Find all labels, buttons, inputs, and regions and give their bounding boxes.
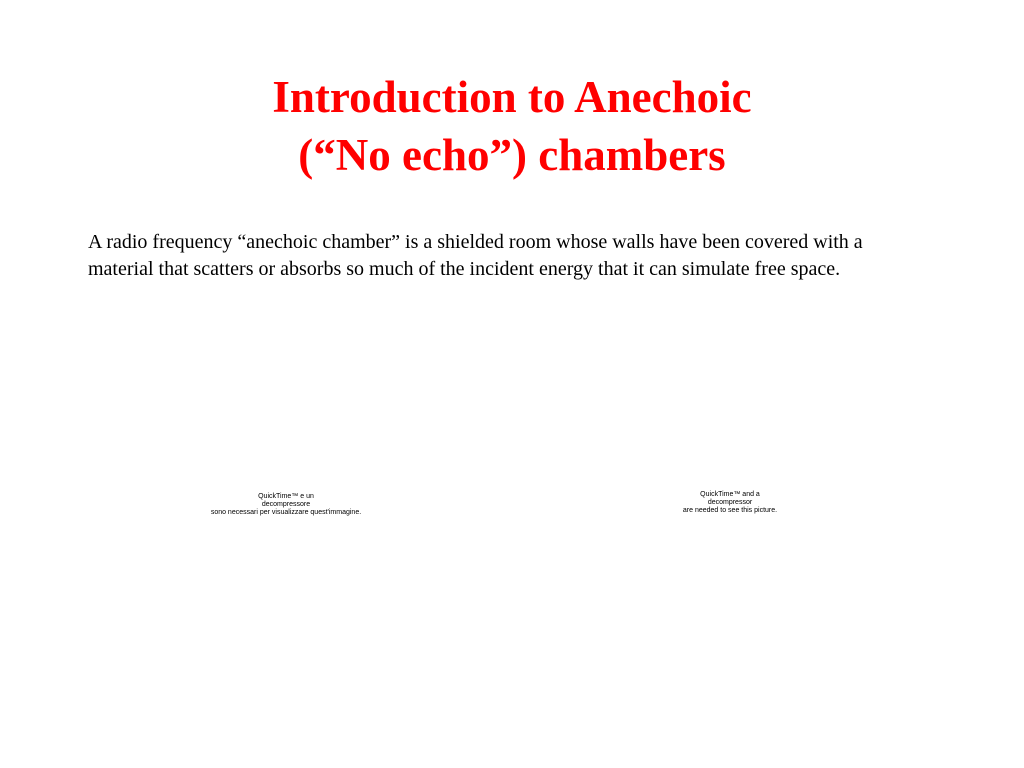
slide-title-line-1: Introduction to Anechoic <box>272 72 752 122</box>
quicktime-placeholder-italian <box>186 493 386 517</box>
placeholder-line: QuickTime™ e un <box>258 493 314 500</box>
placeholder-line: decompressor <box>707 499 753 506</box>
slide-body-text: A radio frequency “anechoic chamber” is a shielded room whose walls have been covered with a material that scatters or absorbs so much of the incident energy that it can simulate free space. <box>88 231 863 280</box>
slide-title <box>0 68 1024 184</box>
slide-title-line-2: (“No echo”) chambers <box>298 130 726 180</box>
placeholder-line: sono necessari per visualizzare quest'immagine. <box>210 509 362 516</box>
placeholder-line: QuickTime™ and a <box>700 491 760 498</box>
quicktime-placeholder-english <box>630 491 830 515</box>
placeholder-line: decompressore <box>261 501 311 508</box>
placeholder-line: are needed to see this picture. <box>682 507 778 514</box>
